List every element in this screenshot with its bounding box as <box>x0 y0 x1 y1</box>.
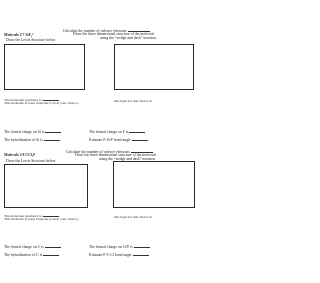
q7-formal-charge-center: The formal charge on Si is <box>4 129 61 134</box>
q7-lewis-box[interactable] <box>4 44 85 90</box>
q7-fc-outer-blank[interactable] <box>129 129 145 133</box>
q7-title: Molecule # 7 SiF₄²⁻ <box>4 33 36 37</box>
q7-logic-prompt: Our logic for this choice is: <box>114 99 153 103</box>
q7-hybridization: The hybridization of Si is <box>4 137 60 142</box>
q8-geometry-prompt: The molecular geometry is: <box>4 213 59 218</box>
q8-bond-angle: Estimate F-C-Cl bond angle <box>89 252 149 257</box>
q8-logic-prompt: Our logic for this choice is: <box>114 215 153 219</box>
q8-3d-box[interactable] <box>113 161 195 208</box>
q8-lewis-box[interactable] <box>4 164 88 208</box>
q7-lewis-prompt: Draw the Lewis Structure below <box>6 38 56 42</box>
q8-title: Molecule # 8 CCl₃F <box>4 153 36 157</box>
q7-bond-angle: Estimate F-Si-F bond angle <box>89 137 148 142</box>
q8-hybridization-blank[interactable] <box>43 252 59 256</box>
q8-valence-prompt: Calculate the number of valence electrons <box>66 149 153 154</box>
q8-drawing-prompt-1: Draw the three-dimensional structure of the molecule <box>75 153 157 157</box>
q8-fc-center-blank[interactable] <box>45 244 61 248</box>
q7-polarity-prompt[interactable]: This molecule is polar nonpolar (Circle your choice.) <box>4 101 79 105</box>
q7-geometry-prompt: The molecular geometry is: <box>4 97 59 102</box>
q8-bond-angle-blank[interactable] <box>133 252 149 256</box>
q8-lewis-prompt: Draw the Lewis Structure below <box>6 159 56 163</box>
q8-drawing-prompt-2: using the “wedge and dash” notation. <box>99 157 156 161</box>
q7-3d-box[interactable] <box>114 44 194 90</box>
q8-formal-charge-outer: The formal charge on Cl/F is <box>89 244 150 249</box>
q7-formal-charge-outer: The formal charge on F is <box>89 129 145 134</box>
q8-formal-charge-center: The formal charge on C is <box>4 244 61 249</box>
q7-drawing-prompt-1: Draw the three-dimensional structure of the molecule <box>73 32 155 36</box>
q7-valence-prompt: Calculate the number of valence electrons <box>63 28 150 33</box>
q7-drawing-prompt-2: using the “wedge and dash” notation. <box>100 36 157 40</box>
q8-fc-outer-blank[interactable] <box>134 244 150 248</box>
q7-bond-angle-blank[interactable] <box>132 137 148 141</box>
q7-fc-center-blank[interactable] <box>45 129 61 133</box>
q8-polarity-prompt[interactable]: This molecule is polar nonpolar (Circle your choice.) <box>4 217 79 221</box>
q7-hybridization-blank[interactable] <box>44 137 60 141</box>
q8-hybridization: The hybridization of C is <box>4 252 59 257</box>
